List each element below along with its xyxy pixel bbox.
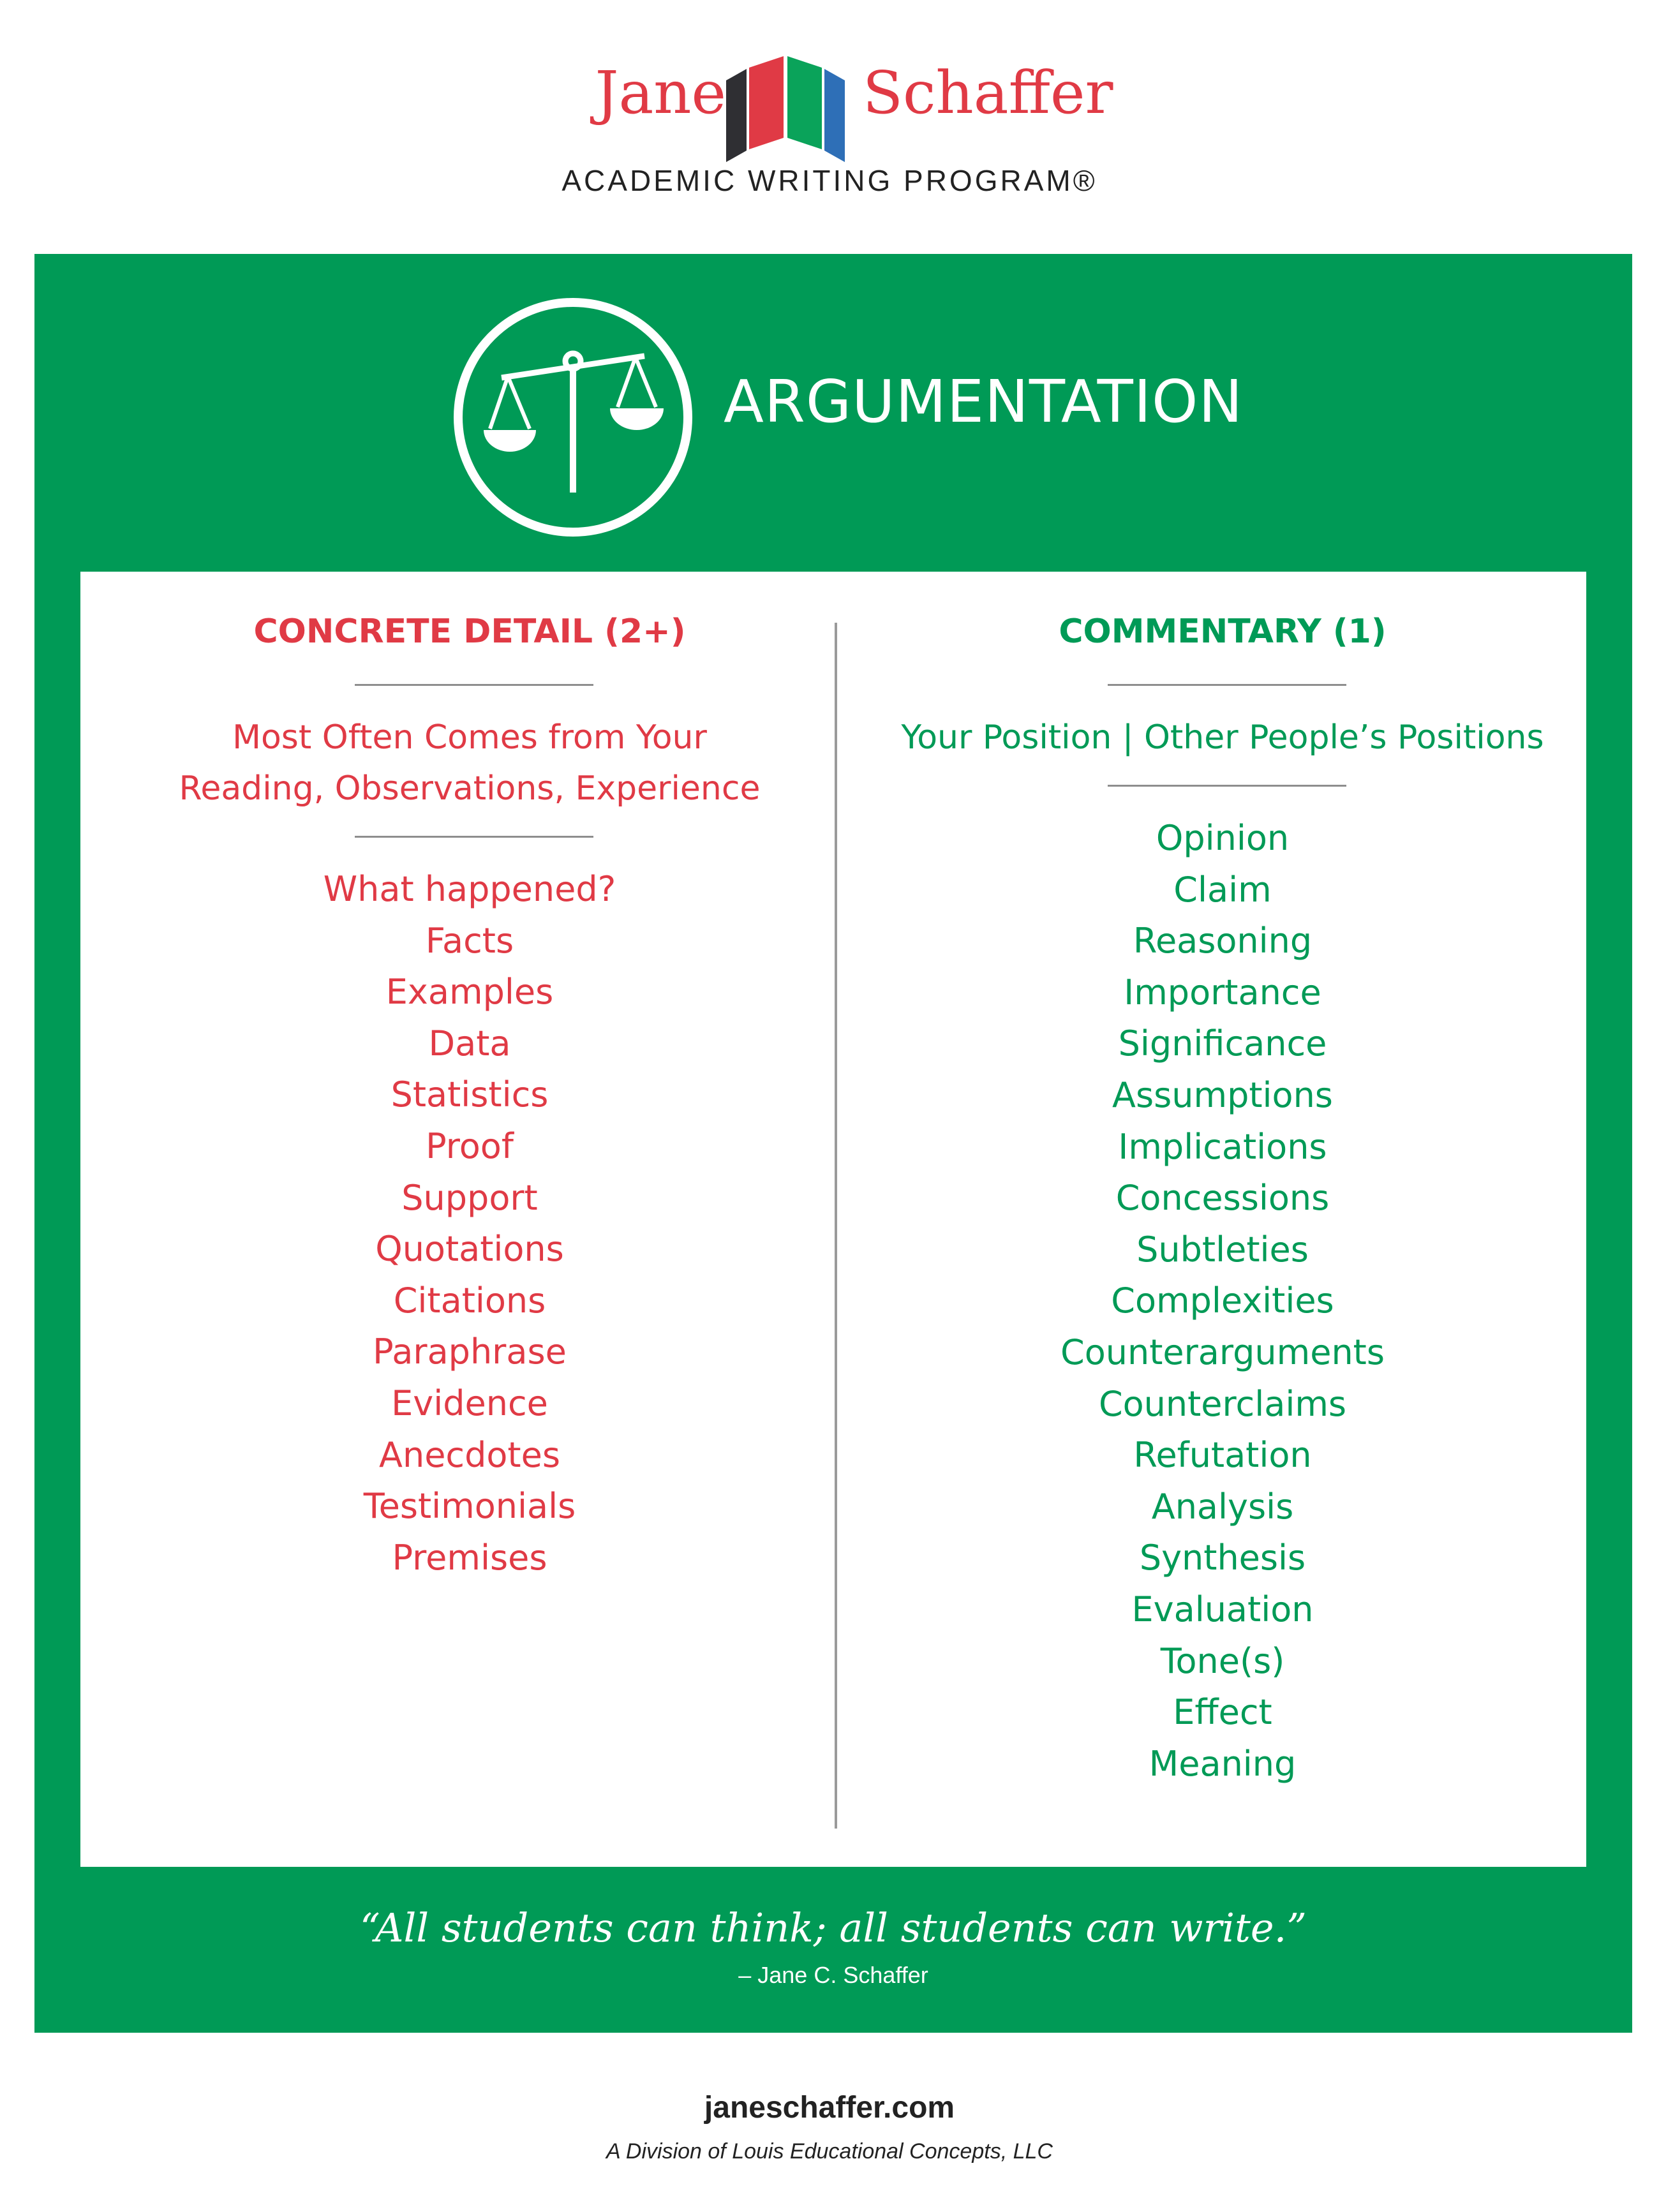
column-divider — [835, 623, 837, 1829]
list-item: Implications — [1118, 1126, 1327, 1167]
list-item: Meaning — [1149, 1743, 1297, 1784]
list-item: Support — [401, 1177, 538, 1218]
logo-word-schaffer: Schaffer — [863, 59, 1113, 127]
list-item: Significance — [1118, 1023, 1327, 1064]
concrete-detail-heading: CONCRETE DETAIL (2+) — [253, 612, 686, 651]
list-item: Opinion — [1156, 818, 1290, 858]
list-item: Evidence — [391, 1383, 548, 1423]
list-item: Synthesis — [1139, 1538, 1306, 1578]
list-item: Quotations — [375, 1229, 564, 1270]
list-item: Effect — [1173, 1692, 1272, 1733]
concrete-detail-list — [119, 864, 821, 1584]
list-item: Tone(s) — [1160, 1640, 1285, 1681]
list-item: What happened? — [323, 869, 616, 909]
concrete-detail-subtitle — [119, 712, 821, 814]
divider-rule — [1108, 684, 1346, 686]
logo-word-jane: Jane — [595, 59, 726, 127]
subtitle-line: Your Position | Other People’s Positions — [901, 718, 1544, 757]
list-item: Assumptions — [1112, 1074, 1333, 1115]
list-item: Citations — [393, 1280, 546, 1321]
scale-icon — [450, 295, 696, 540]
logo — [0, 45, 1659, 211]
list-item: Claim — [1173, 869, 1272, 910]
quote-text: “All students can think; all students can write.” — [360, 1904, 1307, 1951]
subtitle-line: Reading, Observations, Experience — [179, 769, 761, 808]
list-item: Testimonials — [363, 1486, 576, 1527]
list-item: Complexities — [1111, 1280, 1334, 1321]
list-item: Data — [428, 1023, 511, 1064]
list-item: Anecdotes — [379, 1434, 560, 1475]
quote-author: – Jane C. Schaffer — [738, 1962, 928, 1988]
book-logo-icon — [721, 55, 861, 163]
commentary-subtitle — [872, 712, 1573, 763]
company-division: A Division of Louis Educational Concepts, LLC — [606, 2139, 1053, 2164]
commentary-list — [872, 813, 1573, 1790]
list-item: Importance — [1124, 972, 1321, 1013]
divider-rule — [355, 836, 593, 838]
list-item: Subtleties — [1136, 1229, 1309, 1270]
list-item: Refutation — [1133, 1435, 1312, 1476]
list-item: Concessions — [1115, 1178, 1330, 1219]
divider-rule — [1108, 785, 1346, 787]
list-item: Proof — [426, 1125, 514, 1166]
list-item: Examples — [385, 972, 554, 1013]
commentary-heading: COMMENTARY (1) — [1059, 612, 1387, 651]
argumentation-panel — [34, 254, 1632, 2033]
list-item: Counterclaims — [1098, 1383, 1347, 1424]
list-item: Evaluation — [1131, 1589, 1314, 1629]
list-item: Premises — [392, 1537, 547, 1578]
subtitle-line: Most Often Comes from Your — [232, 718, 707, 757]
list-item: Analysis — [1151, 1486, 1294, 1527]
content-card — [80, 572, 1586, 1867]
list-item: Counterarguments — [1060, 1332, 1385, 1372]
list-item: Facts — [425, 920, 514, 961]
page-title: ARGUMENTATION — [724, 367, 1244, 436]
list-item: Statistics — [391, 1074, 549, 1115]
program-subtitle: ACADEMIC WRITING PROGRAM® — [562, 164, 1097, 197]
list-item: Reasoning — [1133, 921, 1313, 961]
website-link[interactable]: janeschaffer.com — [704, 2091, 955, 2125]
list-item: Paraphrase — [373, 1332, 567, 1372]
divider-rule — [355, 684, 593, 686]
